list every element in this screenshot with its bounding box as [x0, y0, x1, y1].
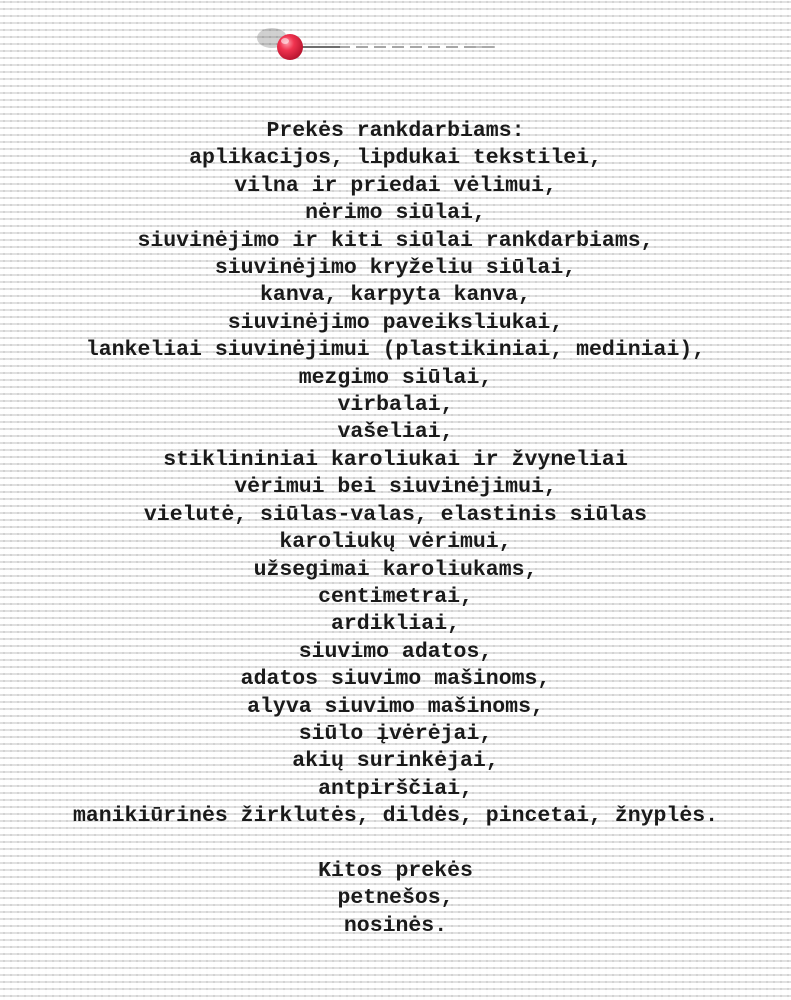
list-item: siuvinėjimo ir kiti siūlai rankdarbiams, — [137, 228, 654, 253]
list-item: vilna ir priedai vėlimui, — [234, 173, 557, 198]
product-list — [0, 118, 791, 940]
list-item: lankeliai siuvinėjimui (plastikiniai, mediniai), — [85, 338, 706, 363]
list-item: petnešos, — [337, 886, 454, 911]
list-item: siuvinėjimo paveiksliukai, — [227, 310, 564, 335]
list-item: stiklininiai karoliukai ir žvyneliai — [163, 447, 628, 472]
list-item: vielutė, siūlas-valas, elastinis siūlas — [143, 502, 648, 527]
list-item: aplikacijos, lipdukai tekstilei, — [189, 146, 602, 171]
pushpin-icon — [250, 22, 510, 72]
list-item: kanva, karpyta kanva, — [260, 283, 531, 308]
list-item: siūlo įvėrėjai, — [298, 721, 493, 746]
list-item: ardikliai, — [330, 612, 461, 637]
list-item: vėrimui bei siuvinėjimui, — [234, 475, 557, 500]
list-item: siuvinėjimo kryželiu siūlai, — [214, 256, 577, 281]
list-item: vašeliai, — [337, 420, 454, 445]
list-item: centimetrai, — [318, 584, 473, 609]
list-item: akių surinkėjai, — [292, 749, 499, 774]
list-item: nėrimo siūlai, — [305, 201, 486, 226]
other-heading: Kitos prekės — [318, 858, 473, 883]
list-item: alyva siuvimo mašinoms, — [247, 694, 544, 719]
list-item: antpirščiai, — [318, 776, 473, 801]
list-item: mezgimo siūlai, — [298, 365, 493, 390]
list-item: virbalai, — [337, 393, 454, 418]
section-spacer — [0, 831, 791, 858]
list-item: karoliukų vėrimui, — [279, 530, 512, 555]
list-item: manikiūrinės žirklutės, dildės, pincetai, žnyplės. — [72, 804, 719, 829]
list-item: siuvimo adatos, — [298, 639, 493, 664]
list-item: nosinės. — [343, 913, 448, 938]
list-heading: Prekės rankdarbiams: — [266, 119, 525, 143]
list-item: užsegimai karoliukams, — [253, 557, 538, 582]
list-item: adatos siuvimo mašinoms, — [240, 667, 551, 692]
